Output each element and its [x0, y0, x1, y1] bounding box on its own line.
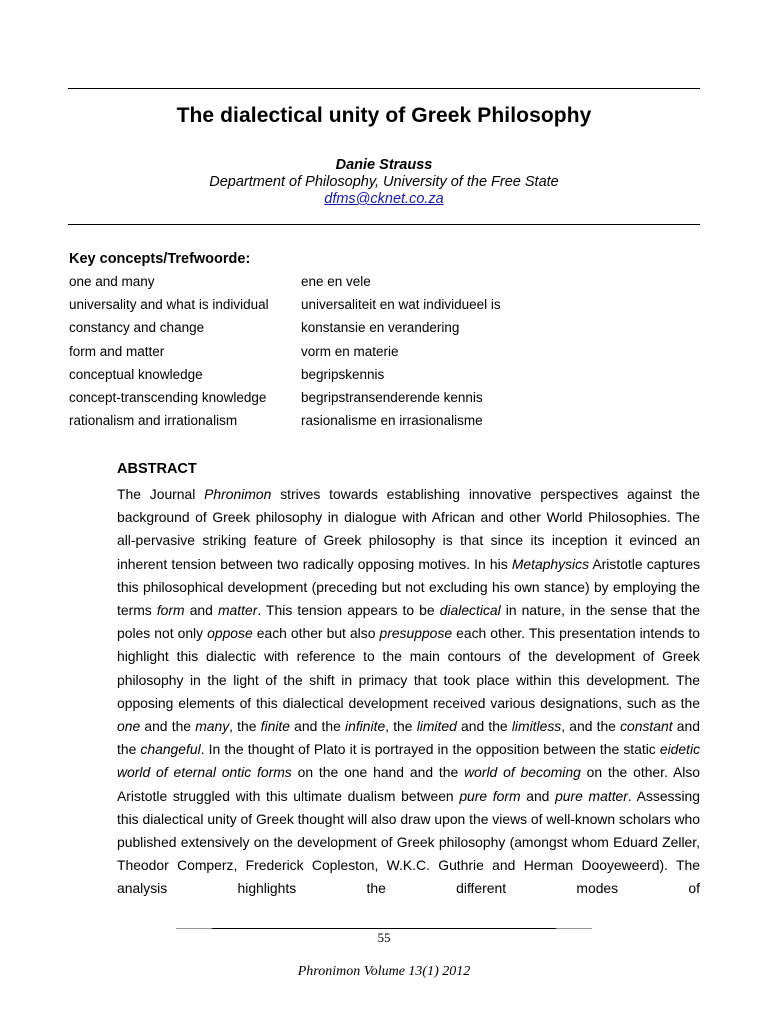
emphasis-text: one — [117, 718, 141, 735]
abstract-body — [117, 483, 700, 901]
abstract-paragraph: The Journal Phronimon strives towards establishing innovative perspectives against the background of Greek philosophy in dialogue with African and other World Philosophies. The all-pervasive striking feature of Greek philosophy is that since its inception it evinced an inherent tension between two radically opposing motives. In his Metaphysics Aristotle captures this philosophical development (preceding but not excluding his own stance) by employing the terms form and matter. This tension appears to be dialectical in nature, in the sense that the poles not only oppose each other but also presuppose each other. This presentation intends to highlight this dialectic with reference to the main contours of the development of Greek philosophy in the light of the shift in primacy that took place within this development. The opposing elements of this dialectical development received various designations, such as the one and the many, the finite and the infinite, the limited and the limitless, and the constant and the changeful. In the thought of Plato it is portrayed in the opposition between the static eidetic world of eternal ontic forms on the one hand and the world of becoming on the other. Also Aristotle struggled with this ultimate dualism between pure form and pure matter. Assessing this dialectical unity of Greek thought will also draw upon the views of well-known scholars who published extensively on the development of Greek philosophy (amongst whom Eduard Zeller, Theodor Comperz, Frederick Copleston, W.K.C. Guthrie and Herman Dooyeweerd). The analysis highlights the different modes of — [117, 486, 701, 897]
author-email-link[interactable]: dfms@cknet.co.za — [324, 191, 444, 207]
emphasis-text: matter — [217, 602, 258, 619]
key-concepts-heading: Key concepts/Trefwoorde: — [69, 251, 251, 267]
emphasis-text: limitless — [511, 718, 562, 735]
author-block — [0, 157, 768, 208]
emphasis-text: Metaphysics — [511, 555, 590, 572]
emphasis-text: pure form — [459, 787, 521, 804]
key-concept-row — [69, 274, 501, 297]
article-title: The dialectical unity of Greek Philosophy — [176, 104, 592, 127]
author-name: Danie Strauss — [335, 157, 433, 173]
key-concept-afrikaans: ene en vele — [301, 274, 371, 289]
key-concept-afrikaans: konstansie en verandering — [301, 320, 460, 336]
key-concept-row — [69, 344, 501, 367]
emphasis-text: oppose — [207, 625, 253, 642]
emphasis-text: world of becoming — [464, 764, 581, 781]
emphasis-text: eidetic world of eternal ontic forms — [117, 741, 701, 781]
key-concept-english: one and many — [69, 274, 155, 289]
key-concepts-table — [69, 274, 501, 436]
key-concept-afrikaans: vorm en materie — [301, 343, 399, 359]
key-concept-row — [69, 297, 501, 320]
emphasis-text: limited — [416, 718, 457, 735]
emphasis-text: pure matter — [555, 787, 628, 804]
key-concept-english: conceptual knowledge — [69, 366, 203, 382]
key-concept-row — [69, 390, 501, 413]
key-concept-english: universality and what is individual — [69, 297, 269, 313]
key-concept-row — [69, 320, 501, 343]
key-concept-english: rationalism and irrationalism — [69, 413, 238, 429]
emphasis-text: presuppose — [379, 625, 453, 642]
emphasis-text: constant — [620, 718, 673, 735]
abstract-heading: ABSTRACT — [117, 461, 197, 477]
key-concept-row — [69, 413, 501, 436]
journal-citation: Phronimon Volume 13(1) 2012 — [297, 964, 471, 979]
emphasis-text: infinite — [345, 718, 386, 735]
key-concept-afrikaans: begripstransenderende kennis — [301, 389, 483, 405]
top-rule — [68, 88, 700, 89]
emphasis-text: Phronimon — [204, 486, 272, 502]
key-concept-english: concept-transcending knowledge — [69, 389, 267, 405]
emphasis-text: finite — [260, 718, 291, 735]
key-concept-english: constancy and change — [69, 320, 205, 336]
emphasis-text: changeful — [140, 741, 201, 758]
emphasis-text: form — [156, 602, 185, 619]
header-divider — [68, 224, 700, 225]
author-affiliation: Department of Philosophy, University of the Free State — [209, 174, 559, 190]
page-number: 55 — [377, 930, 391, 945]
emphasis-text: many — [195, 718, 230, 735]
key-concept-afrikaans: begripskennis — [301, 366, 385, 382]
key-concept-english: form and matter — [69, 343, 165, 359]
key-concept-row — [69, 367, 501, 390]
key-concept-afrikaans: rasionalisme en irrasionalisme — [301, 413, 483, 429]
footer-rule — [212, 928, 556, 929]
emphasis-text: dialectical — [439, 602, 501, 619]
key-concept-afrikaans: universaliteit en wat individueel is — [301, 297, 501, 313]
